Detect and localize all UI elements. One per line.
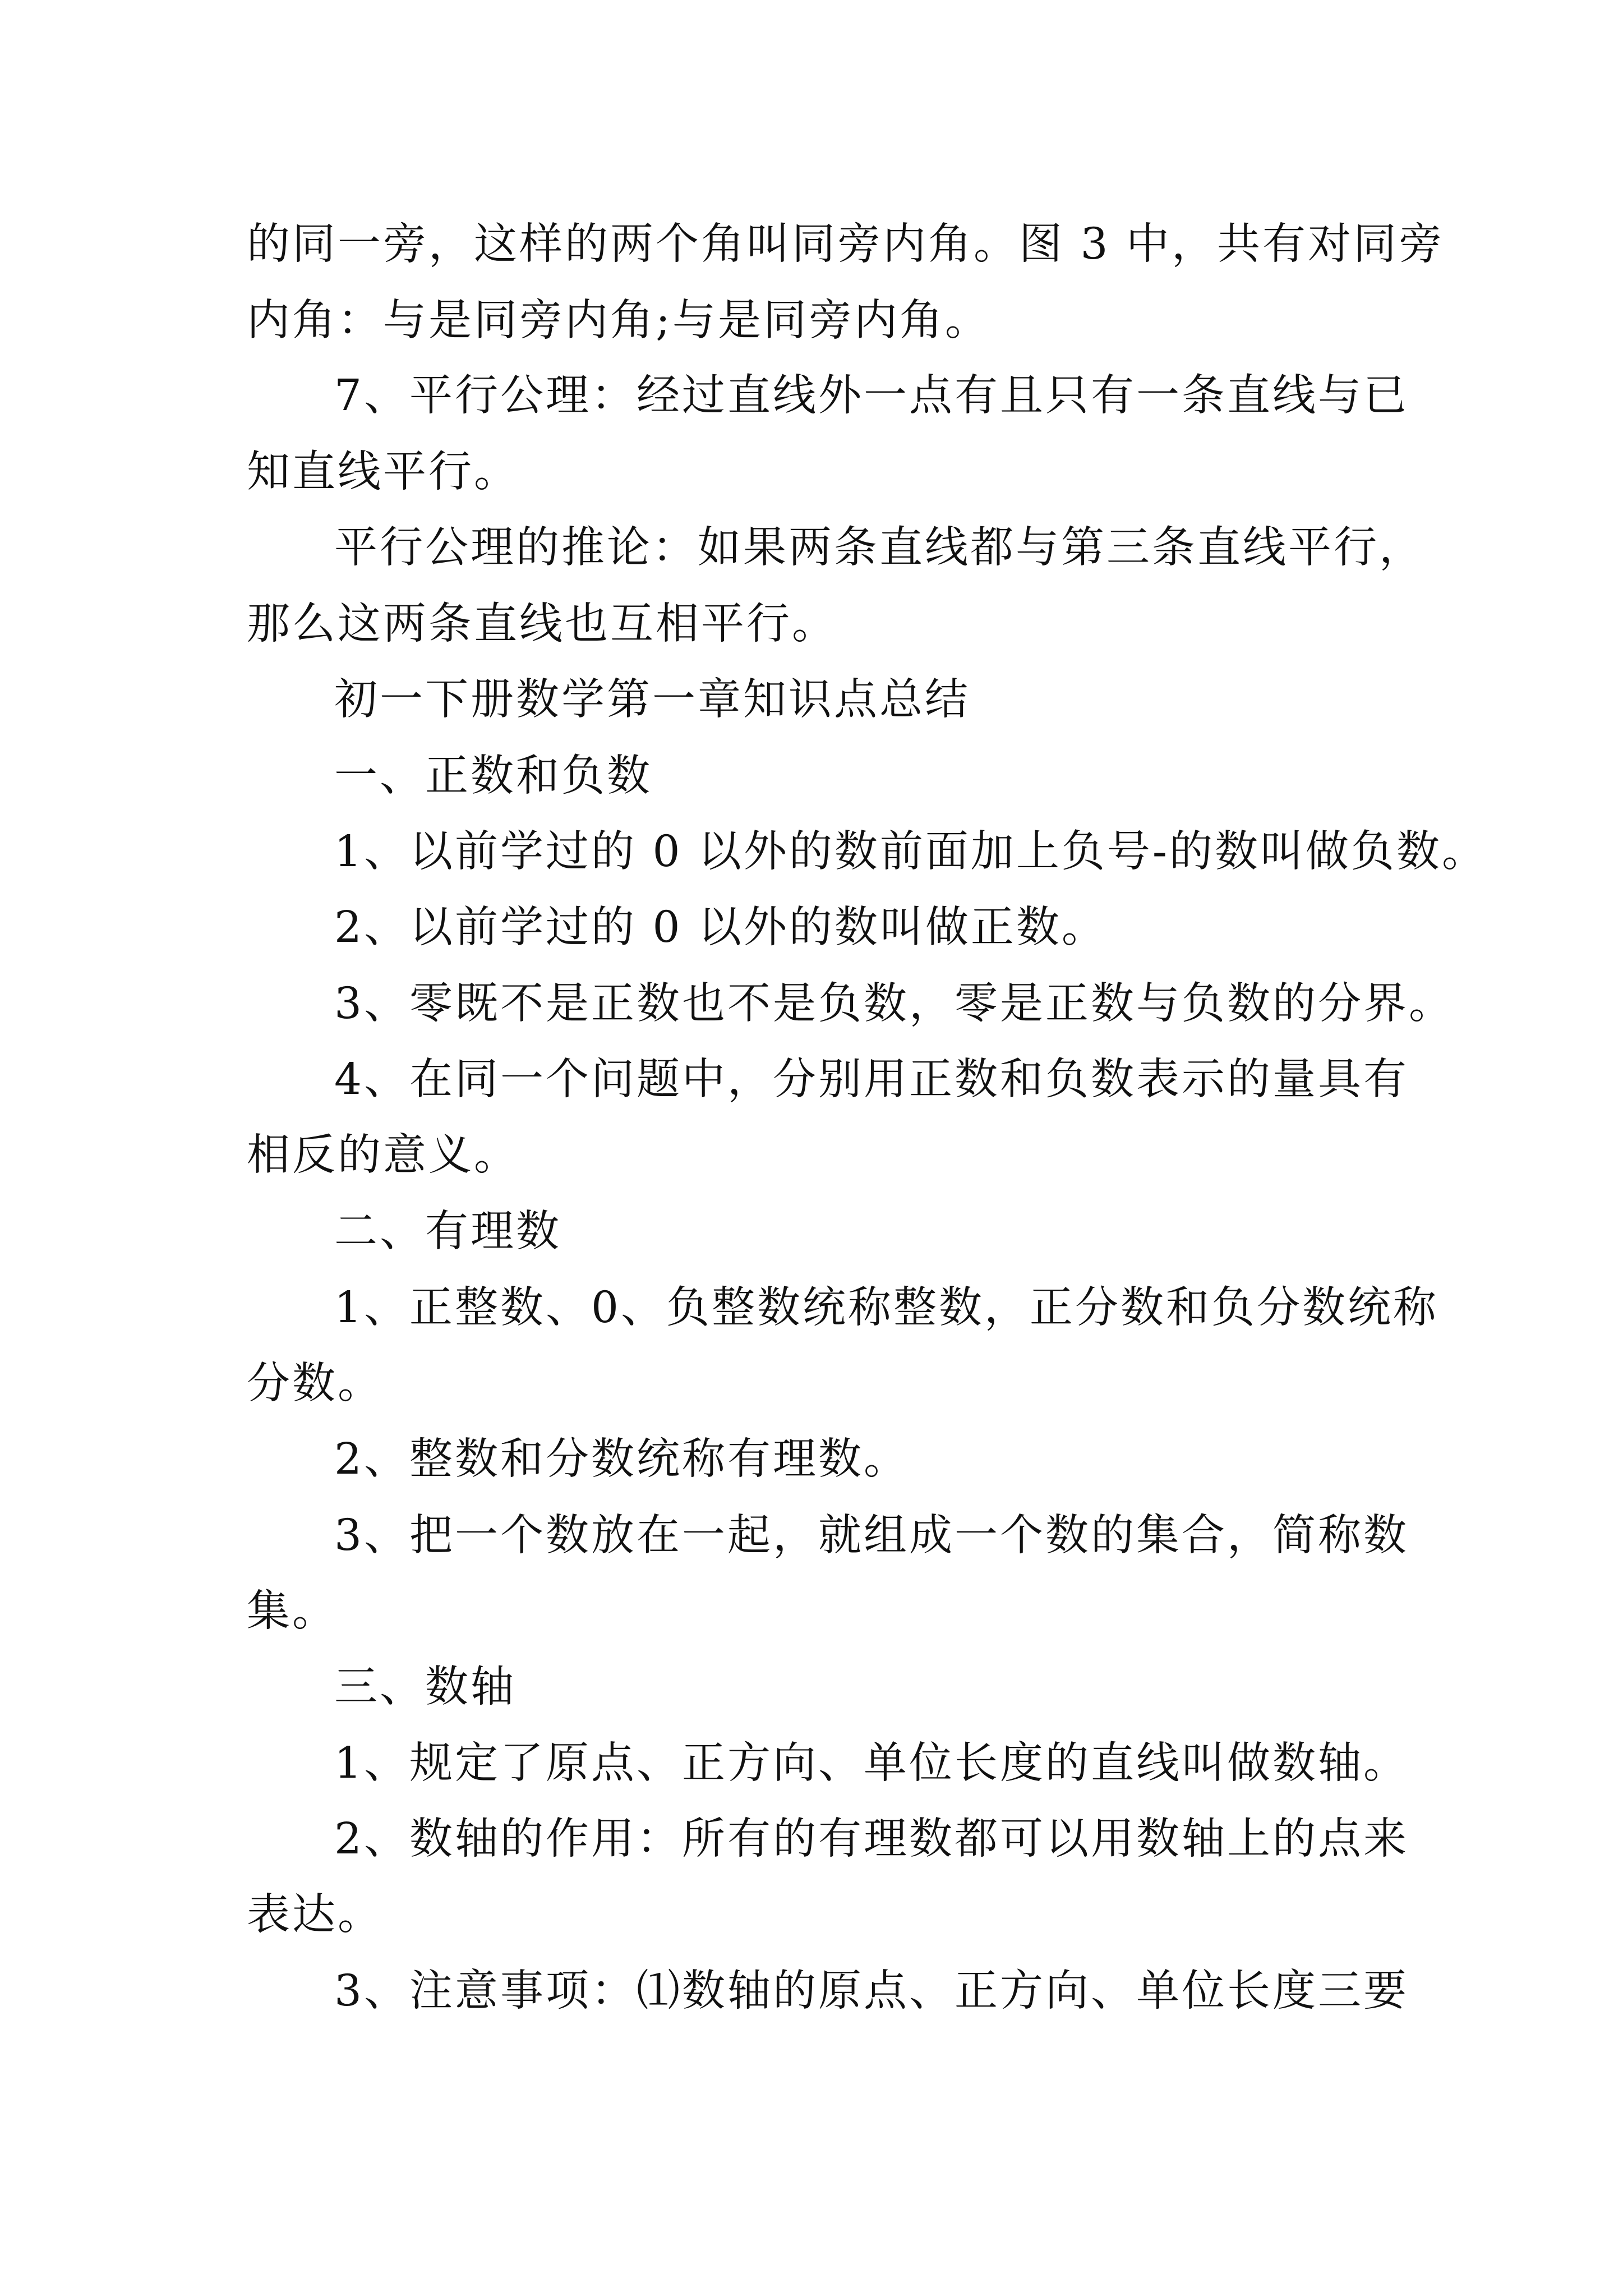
text-line: 2、整数和分数统称有理数。	[334, 1434, 909, 1484]
text-line: 1、正整数、0、负整数统称整数，正分数和负分数统称	[334, 1283, 1438, 1333]
text-line: 平行公理的推论：如果两条直线都与第三条直线平行，	[334, 523, 1424, 573]
text-line: 2、以前学过的 0 以外的数叫做正数。	[334, 903, 1107, 953]
text-line: 的同一旁，这样的两个角叫同旁内角。图 3 中，共有对同旁	[247, 219, 1444, 269]
text-line: 2、数轴的作用：所有的有理数都可以用数轴上的点来	[334, 1814, 1409, 1864]
section-heading: 三、数轴	[334, 1662, 516, 1712]
text-line: 7、平行公理：经过直线外一点有且只有一条直线与已	[334, 371, 1409, 421]
section-heading: 初一下册数学第一章知识点总结	[334, 675, 970, 725]
text-line: 那么这两条直线也互相平行。	[247, 599, 837, 649]
section-heading: 一、正数和负数	[334, 751, 652, 801]
text-line: 3、注意事项：⑴数轴的原点、正方向、单位长度三要	[334, 1966, 1409, 2016]
section-heading: 二、有理数	[334, 1207, 561, 1257]
text-line: 相反的意义。	[247, 1130, 519, 1180]
text-line: 4、在同一个问题中，分别用正数和负数表示的量具有	[334, 1055, 1409, 1105]
text-line: 集。	[247, 1586, 338, 1636]
text-line: 1、以前学过的 0 以外的数前面加上负号-的数叫做负数。	[334, 827, 1487, 877]
text-line: 内角：与是同旁内角;与是同旁内角。	[247, 296, 990, 346]
text-line: 3、把一个数放在一起，就组成一个数的集合，简称数	[334, 1511, 1409, 1561]
text-line: 1、规定了原点、正方向、单位长度的直线叫做数轴。	[334, 1738, 1409, 1788]
text-line: 分数。	[247, 1359, 383, 1409]
text-line: 3、零既不是正数也不是负数，零是正数与负数的分界。	[334, 979, 1454, 1029]
text-line: 知直线平行。	[247, 447, 519, 497]
text-line: 表达。	[247, 1890, 383, 1940]
